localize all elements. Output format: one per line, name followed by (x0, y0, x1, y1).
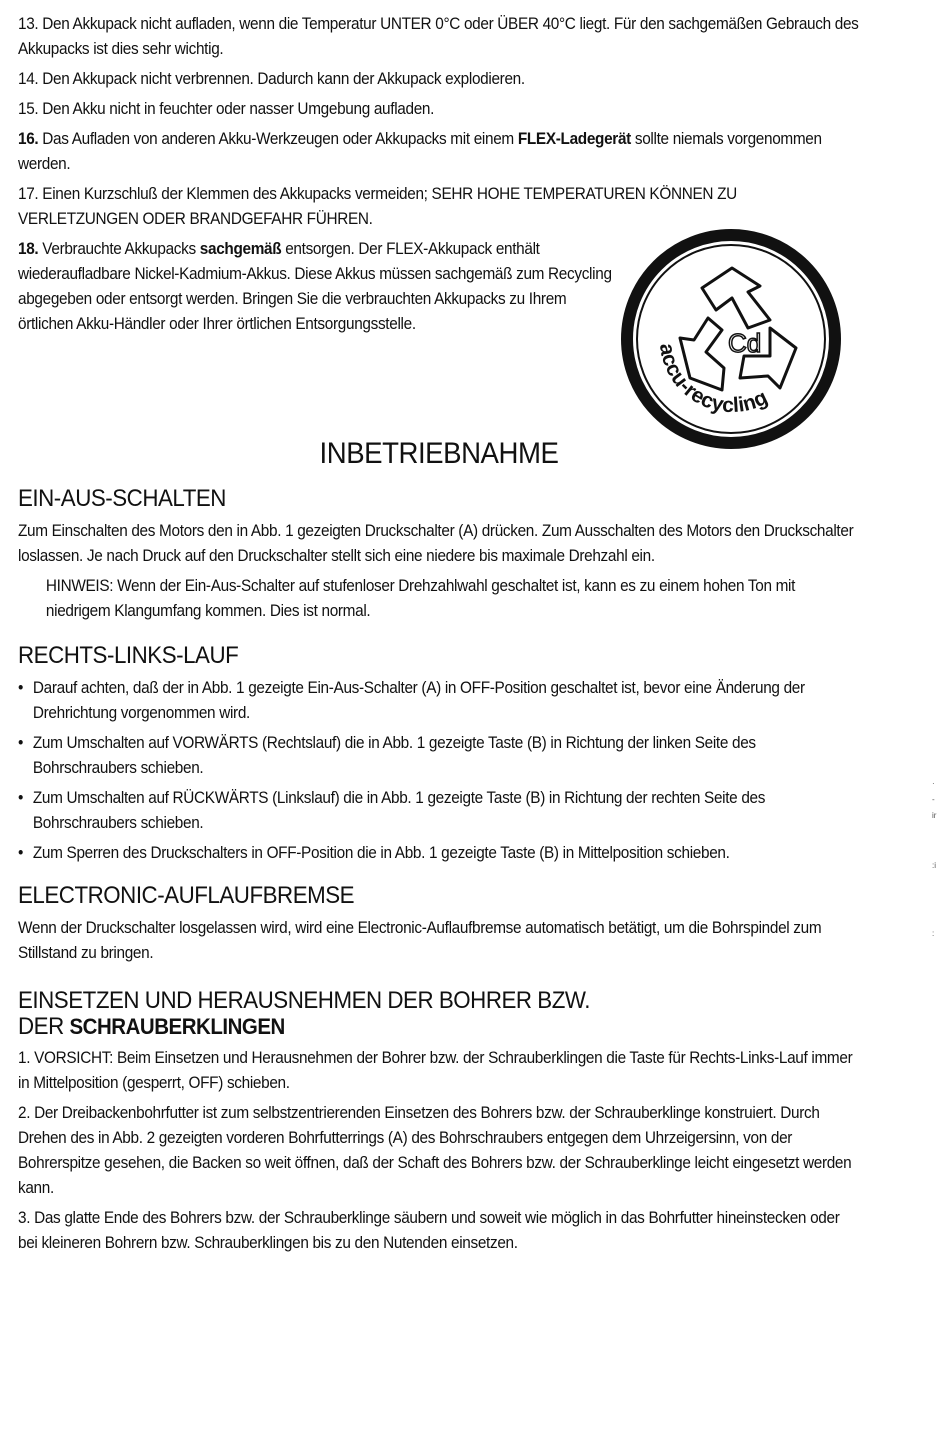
list-item: • Zum Umschalten auf VORWÄRTS (Rechtslauf) die in Abb. 1 gezeigte Taste (B) in Richtung der linken Seite des Bohrschraubers schieben. (18, 734, 756, 777)
recycling-icon (620, 228, 842, 450)
item-13: 13. Den Akkupack nicht aufladen, wenn die Temperatur UNTER 0°C oder ÜBER 40°C liegt. Für den sachgemäßen Gebrauch des Akkupacks ist dies sehr wichtig. (18, 15, 859, 58)
logo-ring-text: accu-recycling (654, 341, 772, 418)
einsetzen-list (18, 1046, 861, 1256)
accu-recycling-logo (620, 228, 842, 450)
section-title-rechts-links: RECHTS-LINKS-LAUF (18, 642, 239, 669)
section-title-ein-aus: EIN-AUS-SCHALTEN (18, 485, 226, 512)
section-title-einsetzen: EINSETZEN UND HERAUSNEHMEN DER BOHRER BZW. DER SCHRAUBERKLINGEN (18, 987, 591, 1040)
item-15: 15. Den Akku nicht in feuchter oder nasser Umgebung aufladen. (18, 100, 435, 118)
list-item: • Zum Umschalten auf RÜCKWÄRTS (Linkslauf) die in Abb. 1 gezeigte Taste (B) in Richtung der rechten Seite des Bohrschraubers schieben. (18, 789, 766, 832)
list-item: • Darauf achten, daß der in Abb. 1 gezeigte Ein-Aus-Schalter (A) in OFF-Position geschaltet ist, bevor eine Änderung der Drehrichtung vorgenommen wird. (18, 679, 805, 722)
list-item: 2. Der Dreibackenbohrfutter ist zum selbstzentrierenden Einsetzen des Bohrers bzw. der Schrauberklinge konstruiert. Durch Drehen des in Abb. 2 gezeigten vorderen Bohrfutterrings (A) des Bohrschraubers entgegen dem Uhrzeigersinn, von der Bohrerspitze gesehen, die Backen so weit öffnen, daß der Schaft des Bohrers bzw. der Schrauberklinge leicht eingesetzt werden kann. (18, 1104, 852, 1197)
item-16: 16. Das Aufladen von anderen Akku-Werkzeugen oder Akkupacks mit einem FLEX-Ladegerät sollte niemals vorgenommen werden. (18, 130, 822, 173)
scan-margin-marks: · - ir :i : (932, 779, 937, 938)
list-item: 3. Das glatte Ende des Bohrers bzw. der Schrauberklinge säubern und soweit wie möglich in das Bohrfutter hineinstecken oder bei kleineren Bohrern bzw. Schrauberklingen bis zu den Nutenden einsetzen. (18, 1209, 840, 1252)
main-title: INBETRIEBNAHME (319, 437, 559, 470)
item-18: 18. Verbrauchte Akkupacks sachgemäß entsorgen. Der FLEX-Akkupack enthält wiederaufladbare Nickel-Kadmium-Akkus. Diese Akkus müssen sachgemäß zum Recycling abgegeben oder entsorgt werden. Bringen Sie die verbrauchten Akkupacks zu Ihrem örtlichen Akku-Händler oder Ihrer örtlichen Entsorgungsstelle. (18, 240, 612, 333)
list-item: 1. VORSICHT: Beim Einsetzen und Herausnehmen der Bohrer bzw. der Schrauberklingen die Taste für Rechts-Links-Lauf immer in Mittelposition (gesperrt, OFF) schieben. (18, 1049, 853, 1092)
document-page (18, 12, 860, 1261)
item-14: 14. Den Akkupack nicht verbrennen. Dadurch kann der Akkupack explodieren. (18, 70, 525, 88)
section-title-bremse: ELECTRONIC-AUFLAUFBREMSE (18, 882, 355, 909)
ein-aus-text: Zum Einschalten des Motors den in Abb. 1 gezeigten Druckschalter (A) drücken. Zum Ausschalten des Motors den Druckschalter loslassen. Je nach Druck auf den Druckschalter stellt sich eine niedere bis maximale Drehzahl ein. (18, 522, 854, 565)
bremse-text: Wenn der Druckschalter losgelassen wird, wird eine Electronic-Auflaufbremse automatisch betätigt, um die Bohrspindel zum Stillstand zu bringen. (18, 919, 822, 962)
item-17: 17. Einen Kurzschluß der Klemmen des Akkupacks vermeiden; SEHR HOHE TEMPERATUREN KÖNNEN ZU VERLETZUNGEN ODER BRANDGEFAHR FÜHREN. (18, 185, 737, 228)
list-item: • Zum Sperren des Druckschalters in OFF-Position die in Abb. 1 gezeigte Taste (B) in Mittelposition schieben. (18, 844, 730, 862)
ein-aus-note: HINWEIS: Wenn der Ein-Aus-Schalter auf stufenloser Drehzahlwahl geschaltet ist, kann es zu einem hohen Ton mit niedrigem Klangumfang kommen. Dies ist normal. (45, 577, 796, 620)
safety-list (18, 12, 861, 232)
rechts-links-list (18, 676, 861, 866)
svg-text:Cd: Cd (728, 328, 762, 358)
